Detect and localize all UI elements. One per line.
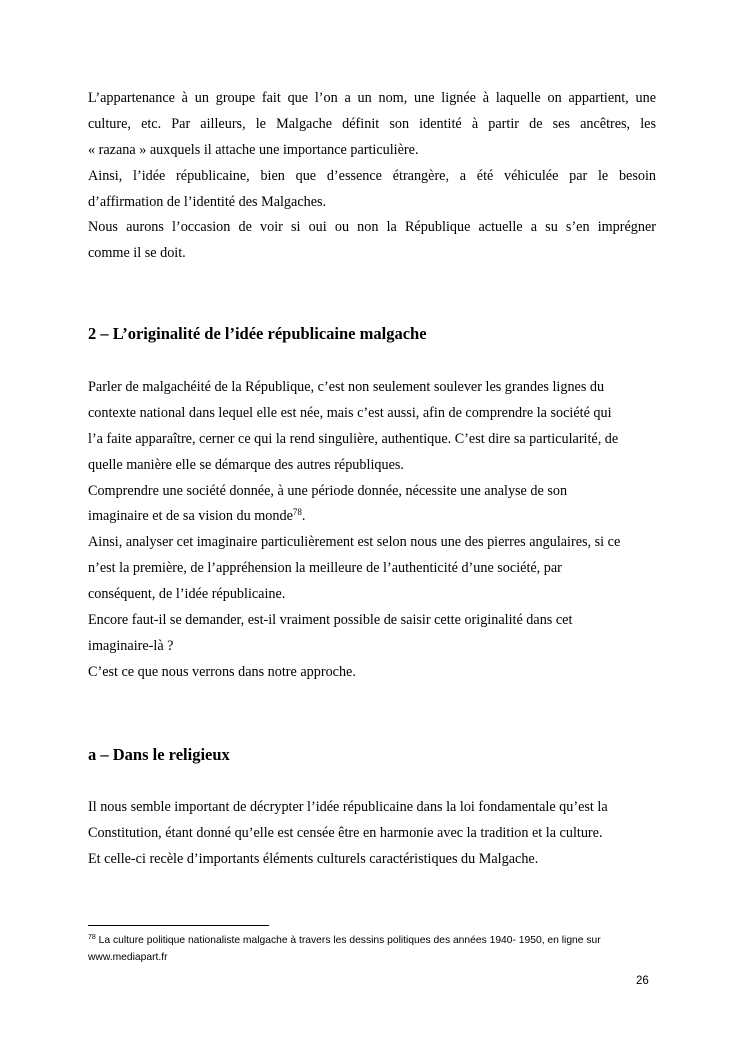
footnote-url[interactable]: www.mediapart.fr — [88, 951, 168, 963]
text-fragment: imaginaire et de sa vision du monde — [88, 508, 293, 525]
text-line: Constitution, étant donné qu’elle est censée être en harmonie avec la tradition et la culture. — [88, 824, 603, 841]
text-line: quelle manière elle se démarque des autres républiques. — [88, 456, 404, 473]
text-line: conséquent, de l’idée républicaine. — [88, 586, 286, 603]
section-heading-originality: 2 – L’originalité de l’idée républicaine malgache — [88, 324, 427, 343]
text-line: imaginaire-là ? — [88, 637, 174, 654]
page-number: 26 — [636, 975, 649, 987]
text-line: Encore faut-il se demander, est-il vraiment possible de saisir cette originalité dans cet — [88, 612, 573, 629]
text-line: contexte national dans lequel elle est née, mais c’est aussi, afin de comprendre la société qui — [88, 404, 612, 421]
section-heading-religious: a – Dans le religieux — [88, 745, 230, 764]
text-line: « razana » auxquels il attache une importance particulière. — [88, 141, 419, 158]
text-fragment: . — [301, 508, 306, 525]
text-line: Ainsi, analyser cet imaginaire particulièrement est selon nous une des pierres angulaires, si ce — [88, 534, 621, 551]
text-line: Ainsi, l’idée républicaine, bien que d’essence étrangère, a été véhiculée par le besoin — [88, 167, 656, 184]
text-line-with-footnote-ref — [88, 504, 656, 530]
text-line: Nous aurons l’occasion de voir si oui ou non la République actuelle a su s’en imprégner — [88, 219, 656, 236]
text-line: culture, etc. Par ailleurs, le Malgache définit son identité à partir de ses ancêtres, les — [88, 115, 656, 132]
text-line: Il nous semble important de décrypter l’idée républicaine dans la loi fondamentale qu’est la — [88, 799, 608, 815]
footnote-reference: 78 — [292, 507, 302, 518]
footnote — [88, 933, 668, 966]
originality-paragraph — [88, 375, 656, 686]
text-line: d’affirmation de l’identité des Malgaches. — [88, 193, 327, 210]
text-line: l’a faite apparaître, cerner ce qui la rend singulière, authentique. C’est dire sa particularité, de — [88, 430, 619, 447]
text-line: comme il se doit. — [88, 245, 186, 262]
footnote-body: La culture politique nationaliste malgache à travers les dessins politiques des années 1940- 1950, en ligne sur — [95, 935, 601, 946]
footnote-text — [88, 933, 668, 950]
text-line: L’appartenance à un groupe fait que l’on a un nom, une lignée à laquelle on appartient, une — [88, 90, 656, 106]
religious-paragraph — [88, 795, 656, 873]
text-line: Et celle-ci recèle d’importants éléments culturels caractéristiques du Malgache. — [88, 850, 539, 867]
text-line: C’est ce que nous verrons dans notre approche. — [88, 663, 356, 680]
footnote-number: 78 — [88, 934, 96, 941]
footnote-separator — [88, 925, 269, 926]
intro-paragraph — [88, 86, 656, 267]
text-line: Parler de malgachéité de la République, c’est non seulement soulever les grandes lignes du — [88, 379, 605, 395]
text-line: n’est la première, de l’appréhension la meilleure de l’authenticité d’une société, par — [88, 560, 562, 577]
text-line: Comprendre une société donnée, à une période donnée, nécessite une analyse de son — [88, 482, 568, 499]
